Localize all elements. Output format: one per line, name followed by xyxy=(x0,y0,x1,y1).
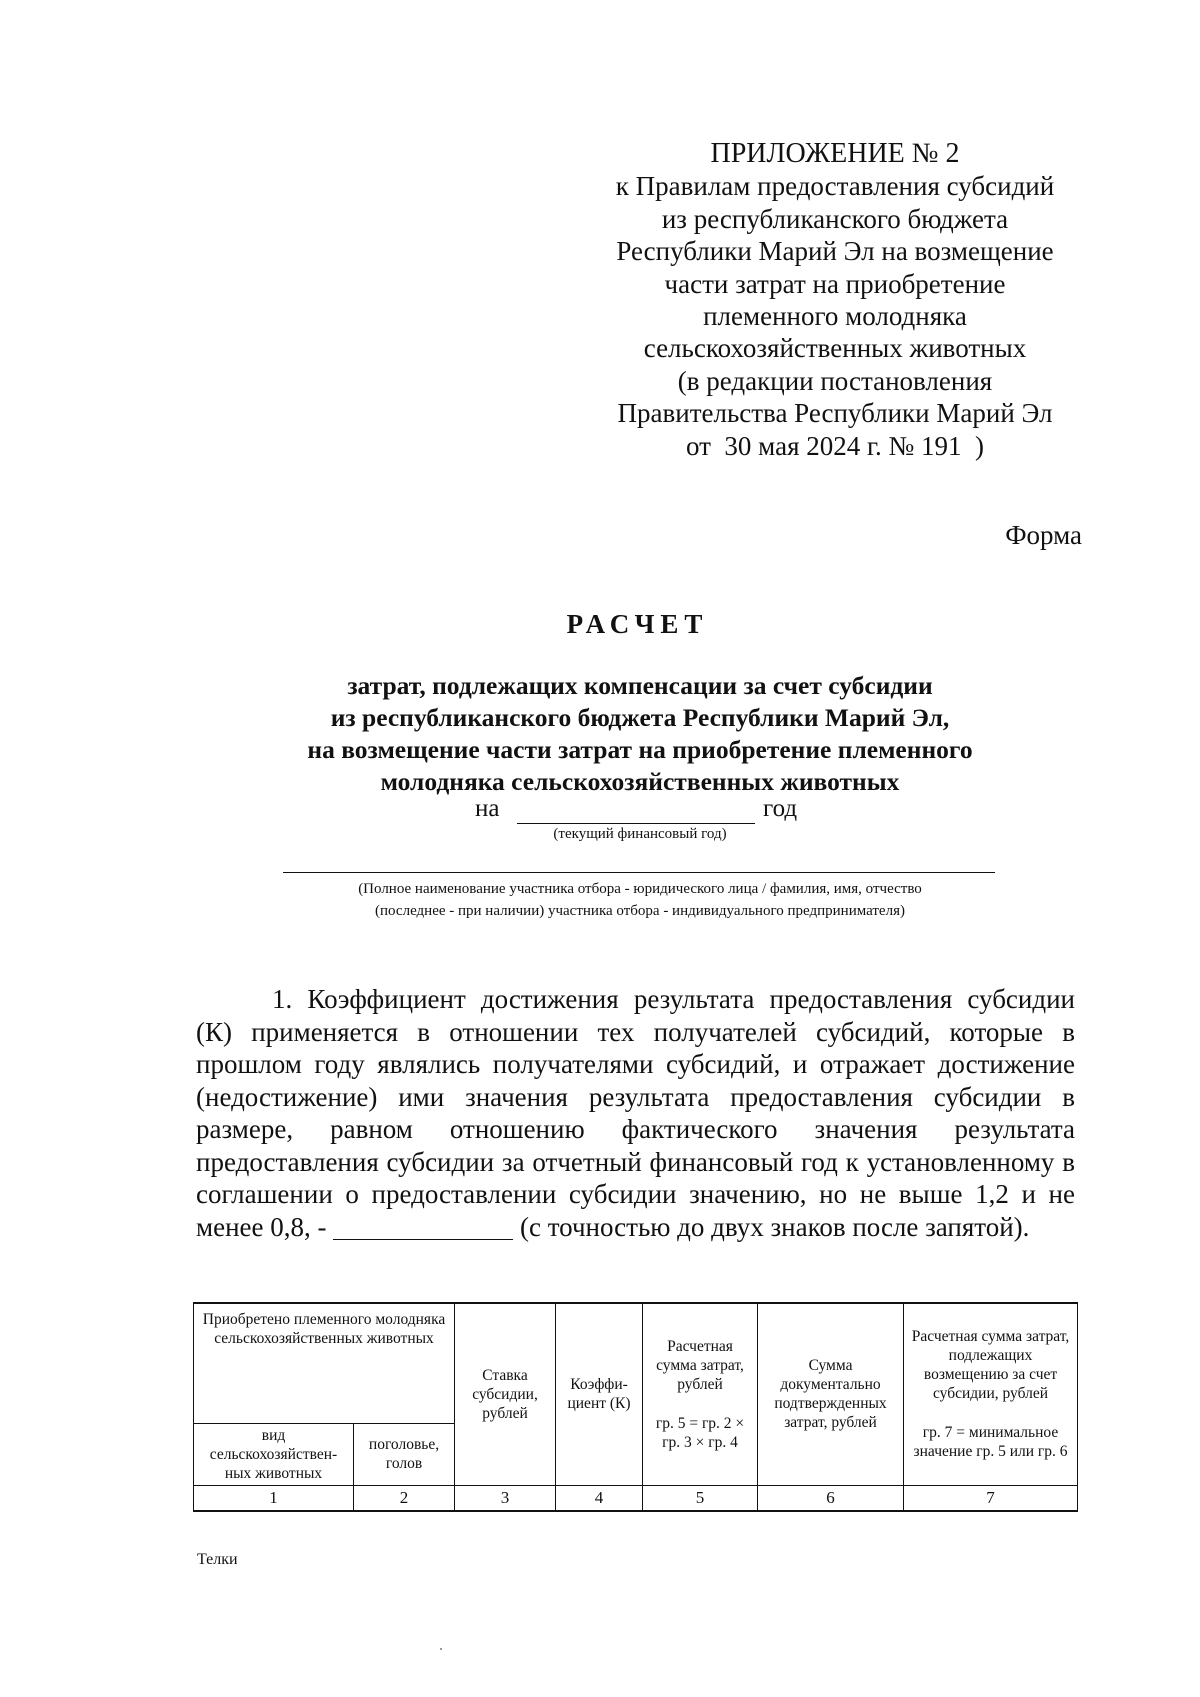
table-column-numbers-row xyxy=(194,1485,1078,1511)
column-number: 7 xyxy=(904,1485,1078,1511)
header-animal-type: вид сельскохозяйствен-ных животных xyxy=(194,1423,354,1485)
header-col-documented-costs: Сумма документально подтвержденных затрат, рублей xyxy=(758,1303,904,1485)
year-line xyxy=(475,795,815,827)
column-number: 6 xyxy=(758,1485,904,1511)
subtitle-line: молодняка сельскохозяйственных животных xyxy=(380,767,900,796)
subtitle-line: на возмещение части затрат на приобретение племенного xyxy=(307,735,973,764)
participant-hint-line: (Полное наименование участника отбора - юридического лица / фамилия, имя, отчество xyxy=(358,881,922,897)
appendix-block xyxy=(600,138,1070,462)
subtitle-line: из республиканского бюджета Республики Марий Эл, xyxy=(330,703,950,732)
header-col7-formula: гр. 7 = минимальное значение гр. 5 или гр. 6 xyxy=(913,1424,1068,1461)
header-col-estimated-costs xyxy=(643,1303,758,1485)
column-number: 1 xyxy=(194,1485,354,1511)
header-col5-formula: гр. 5 = гр. 2 × гр. 3 × гр. 4 xyxy=(655,1414,745,1451)
coefficient-blank-field[interactable] xyxy=(333,1238,513,1240)
appendix-line: сельскохозяйственных животных xyxy=(643,333,1027,364)
header-col-reimbursable-costs xyxy=(904,1303,1078,1485)
edition-date-line: от 30 мая 2024 г. № 191 ) xyxy=(685,430,985,461)
header-purchased-group: Приобретено племенного молодняка сельскохозяйственных животных xyxy=(194,1303,455,1423)
coefficient-paragraph xyxy=(196,983,1075,1243)
appendix-line: (в редакции постановления xyxy=(677,365,993,396)
scan-speck xyxy=(440,1648,442,1650)
paragraph-text: 1. Коэффициент достижения результата предоставления субсидии (К) применяется в отношении тех получателей субсидий, которые в прошлом году являлись получателями субсидий, и отражает достижение (недостижение) ими значения результата предоставления субсидии в размере, равном отношению фактического значения результата предоставления субсидии за отчетный финансовый год к установленному в соглашении о предоставлении субсидии значению, но не выше 1,2 и не менее 0,8, - xyxy=(196,984,1075,1242)
appendix-line: к Правилам предоставления субсидий xyxy=(615,171,1055,202)
calculation-table xyxy=(193,1302,1078,1512)
header-headcount: поголовье, голов xyxy=(354,1423,455,1485)
appendix-line: части затрат на приобретение xyxy=(664,268,1006,299)
appendix-line: Республики Марий Эл на возмещение xyxy=(616,236,1054,267)
header-col-coefficient: Коэффи-циент (К) xyxy=(556,1303,643,1485)
appendix-line: из республиканского бюджета xyxy=(661,203,1009,234)
column-number: 2 xyxy=(354,1485,455,1511)
form-label: Форма xyxy=(1005,520,1082,550)
year-suffix: год xyxy=(763,795,798,822)
column-number: 5 xyxy=(643,1485,758,1511)
column-number: 3 xyxy=(455,1485,556,1511)
year-hint: (текущий финансовый год) xyxy=(553,826,727,842)
participant-hint xyxy=(250,878,1030,922)
header-col-rate: Ставка субсидии, рублей xyxy=(455,1303,556,1485)
appendix-heading: ПРИЛОЖЕНИЕ № 2 xyxy=(710,138,960,169)
table-header-row xyxy=(194,1303,1078,1423)
appendix-line: Правительства Республики Марий Эл xyxy=(617,398,1053,429)
participant-name-blank-field[interactable] xyxy=(283,872,995,873)
row-label-heifers: Телки xyxy=(197,1551,238,1568)
paragraph-text-end: (с точностью до двух знаков после запятой). xyxy=(513,1211,1030,1242)
year-blank-field[interactable] xyxy=(517,823,755,824)
year-prefix: на xyxy=(475,795,500,822)
header-col7-title: Расчетная сумма затрат, подлежащих возмещению за счет субсидии, рублей xyxy=(911,1328,1070,1403)
document-subtitle xyxy=(240,670,1040,798)
column-number: 4 xyxy=(556,1485,643,1511)
subtitle-line: затрат, подлежащих компенсации за счет субсидии xyxy=(347,671,933,700)
appendix-line: племенного молодняка xyxy=(703,301,967,332)
document-title: РАСЧЕТ xyxy=(566,609,709,639)
header-col5-title: Расчетная сумма затрат, рублей xyxy=(656,1337,744,1393)
participant-hint-line: (последнее - при наличии) участника отбора - индивидуального предпринимателя) xyxy=(375,903,905,919)
